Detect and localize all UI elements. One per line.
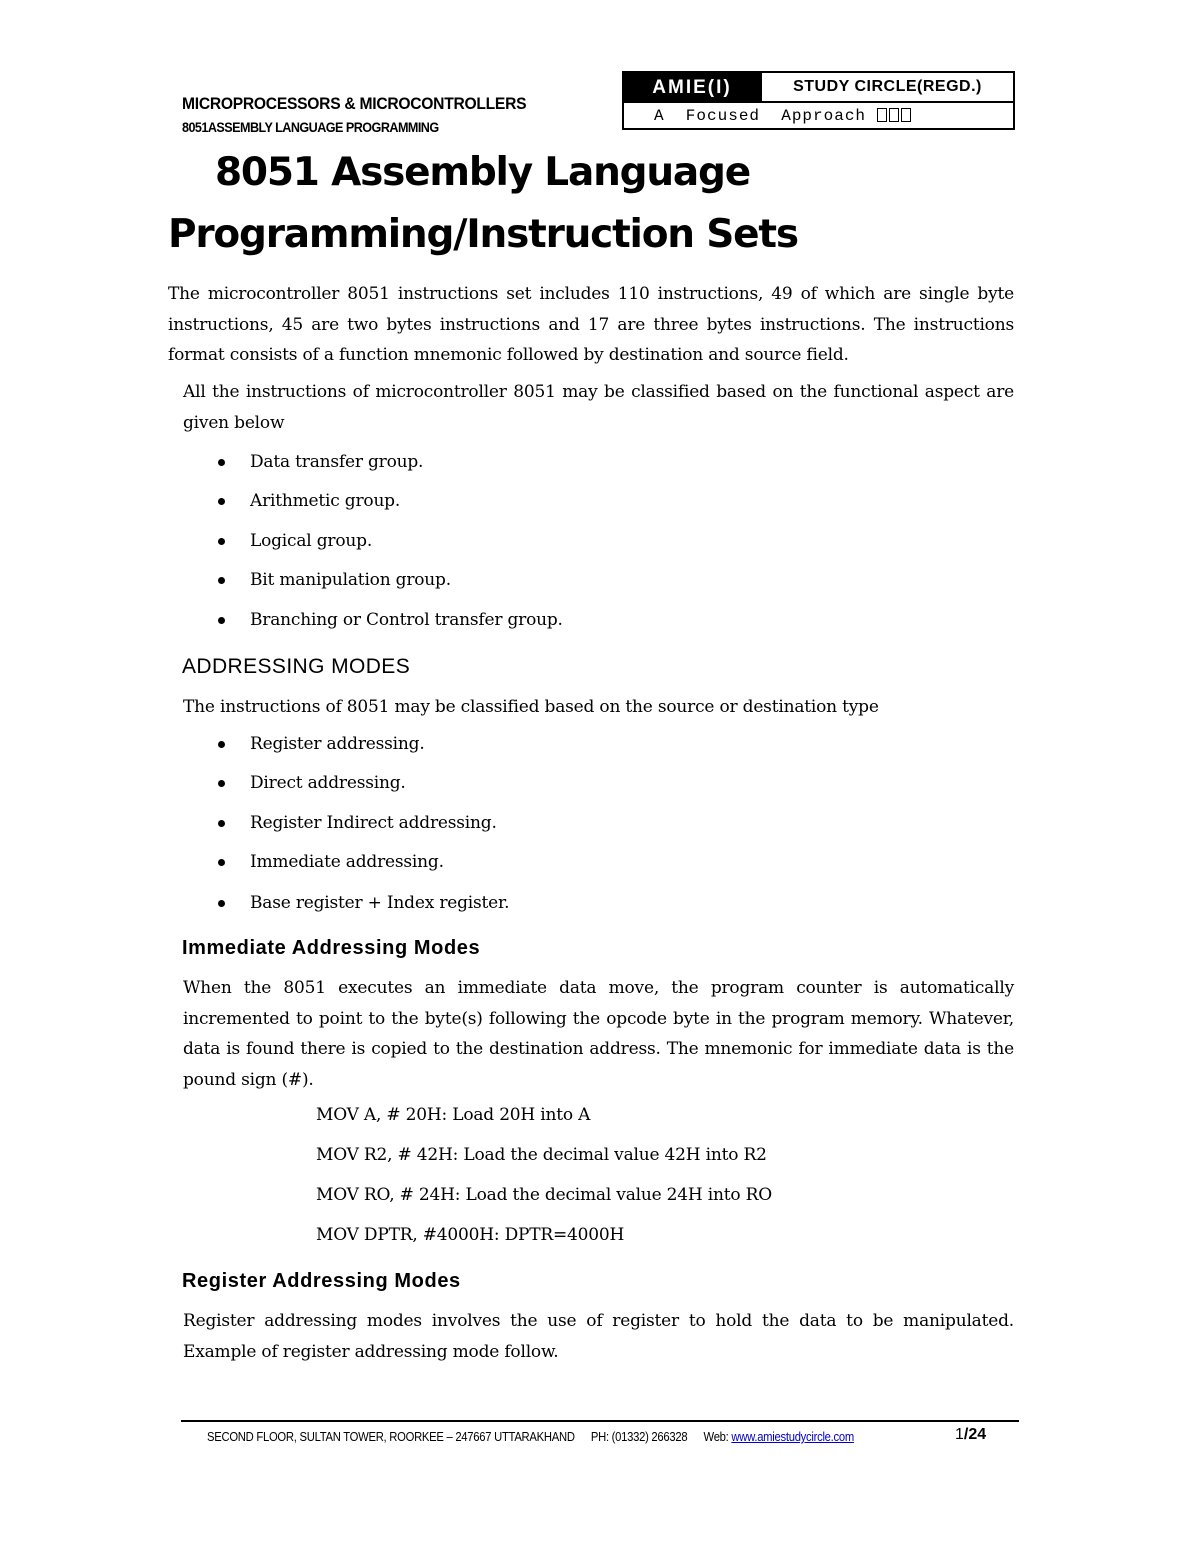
footer-web-label: Web: — [703, 1430, 729, 1444]
bullet-icon — [218, 780, 225, 787]
box-glyph-icon — [877, 108, 887, 122]
page-number — [955, 1426, 986, 1444]
intro-paragraph: The microcontroller 8051 instructions set includes 110 instructions, 49 of which are single byte instructions, 45 are two bytes instructions and 17 are three bytes instructions. The instructions format consists of a function mnemonic followed by destination and source field. — [168, 284, 1014, 365]
header-subject: MICROPROCESSORS & MICROCONTROLLERS — [182, 94, 527, 113]
immediate-addressing-paragraph: When the 8051 executes an immediate data move, the program counter is automatically incremented to point to the byte(s) following the opcode byte in the program memory. Whatever, data is found there is copied to the destination address. The mnemonic for immediate data is the pound sign (#). — [183, 978, 1014, 1090]
code-example: MOV RO, # 24H: Load the decimal value 24H into RO — [316, 1185, 772, 1205]
register-addressing-heading: Register Addressing Modes — [182, 1270, 461, 1292]
brand-box — [622, 71, 1015, 130]
addressing-modes-heading: ADDRESSING MODES — [182, 655, 411, 678]
bullet-icon — [218, 577, 225, 584]
list-item: Direct addressing. — [250, 773, 406, 793]
bullet-icon — [218, 498, 225, 505]
bullet-icon — [218, 820, 225, 827]
list-item: Immediate addressing. — [250, 852, 444, 872]
page-total: /24 — [963, 1426, 987, 1443]
page-title-line1: 8051 Assembly Language — [215, 150, 751, 195]
page-current: 1 — [955, 1426, 964, 1443]
footer-website-link[interactable]: www.amiestudycircle.com — [731, 1430, 854, 1444]
box-glyph-icon — [889, 108, 899, 122]
box-glyph-icon — [901, 108, 911, 122]
bullet-icon — [218, 538, 225, 545]
bullet-icon — [218, 617, 225, 624]
brand-tagline-text: A Focused Approach — [654, 107, 867, 125]
code-example: MOV DPTR, #4000H: DPTR=4000H — [316, 1225, 625, 1245]
immediate-addressing-heading: Immediate Addressing Modes — [182, 937, 481, 959]
list-item: Branching or Control transfer group. — [250, 610, 563, 630]
footer-divider — [181, 1420, 1019, 1422]
footer-phone: PH: (01332) 266328 — [590, 1430, 688, 1444]
list-item: Register addressing. — [250, 734, 425, 754]
list-item: Bit manipulation group. — [250, 570, 451, 590]
list-item: Data transfer group. — [250, 452, 423, 472]
header-topic: 8051ASSEMBLY LANGUAGE PROGRAMMING — [182, 119, 439, 135]
bullet-icon — [218, 459, 225, 466]
brand-study-circle: STUDY CIRCLE(REGD.) — [760, 73, 1013, 103]
footer — [207, 1430, 854, 1444]
addressing-modes-text: The instructions of 8051 may be classified based on the source or destination type — [183, 697, 879, 717]
code-example: MOV R2, # 42H: Load the decimal value 42H into R2 — [316, 1145, 767, 1165]
bullet-icon — [218, 900, 225, 907]
code-example: MOV A, # 20H: Load 20H into A — [316, 1105, 591, 1125]
list-item: Arithmetic group. — [250, 491, 400, 511]
brand-tagline — [624, 105, 1013, 128]
bullet-icon — [218, 859, 225, 866]
list-item: Logical group. — [250, 531, 372, 551]
register-addressing-paragraph: Register addressing modes involves the use of register to hold the data to be manipulated. Example of register addressing mode follow. — [183, 1311, 1014, 1362]
classification-paragraph: All the instructions of microcontroller 8051 may be classified based on the functional aspect are given below — [183, 382, 1014, 433]
footer-address: SECOND FLOOR, SULTAN TOWER, ROORKEE – 247667 UTTARAKHAND — [207, 1430, 575, 1444]
list-item: Base register + Index register. — [250, 893, 509, 913]
list-item: Register Indirect addressing. — [250, 813, 497, 833]
brand-amie: AMIE(I) — [624, 73, 760, 103]
page-title-line2: Programming/Instruction Sets — [168, 212, 798, 257]
bullet-icon — [218, 741, 225, 748]
